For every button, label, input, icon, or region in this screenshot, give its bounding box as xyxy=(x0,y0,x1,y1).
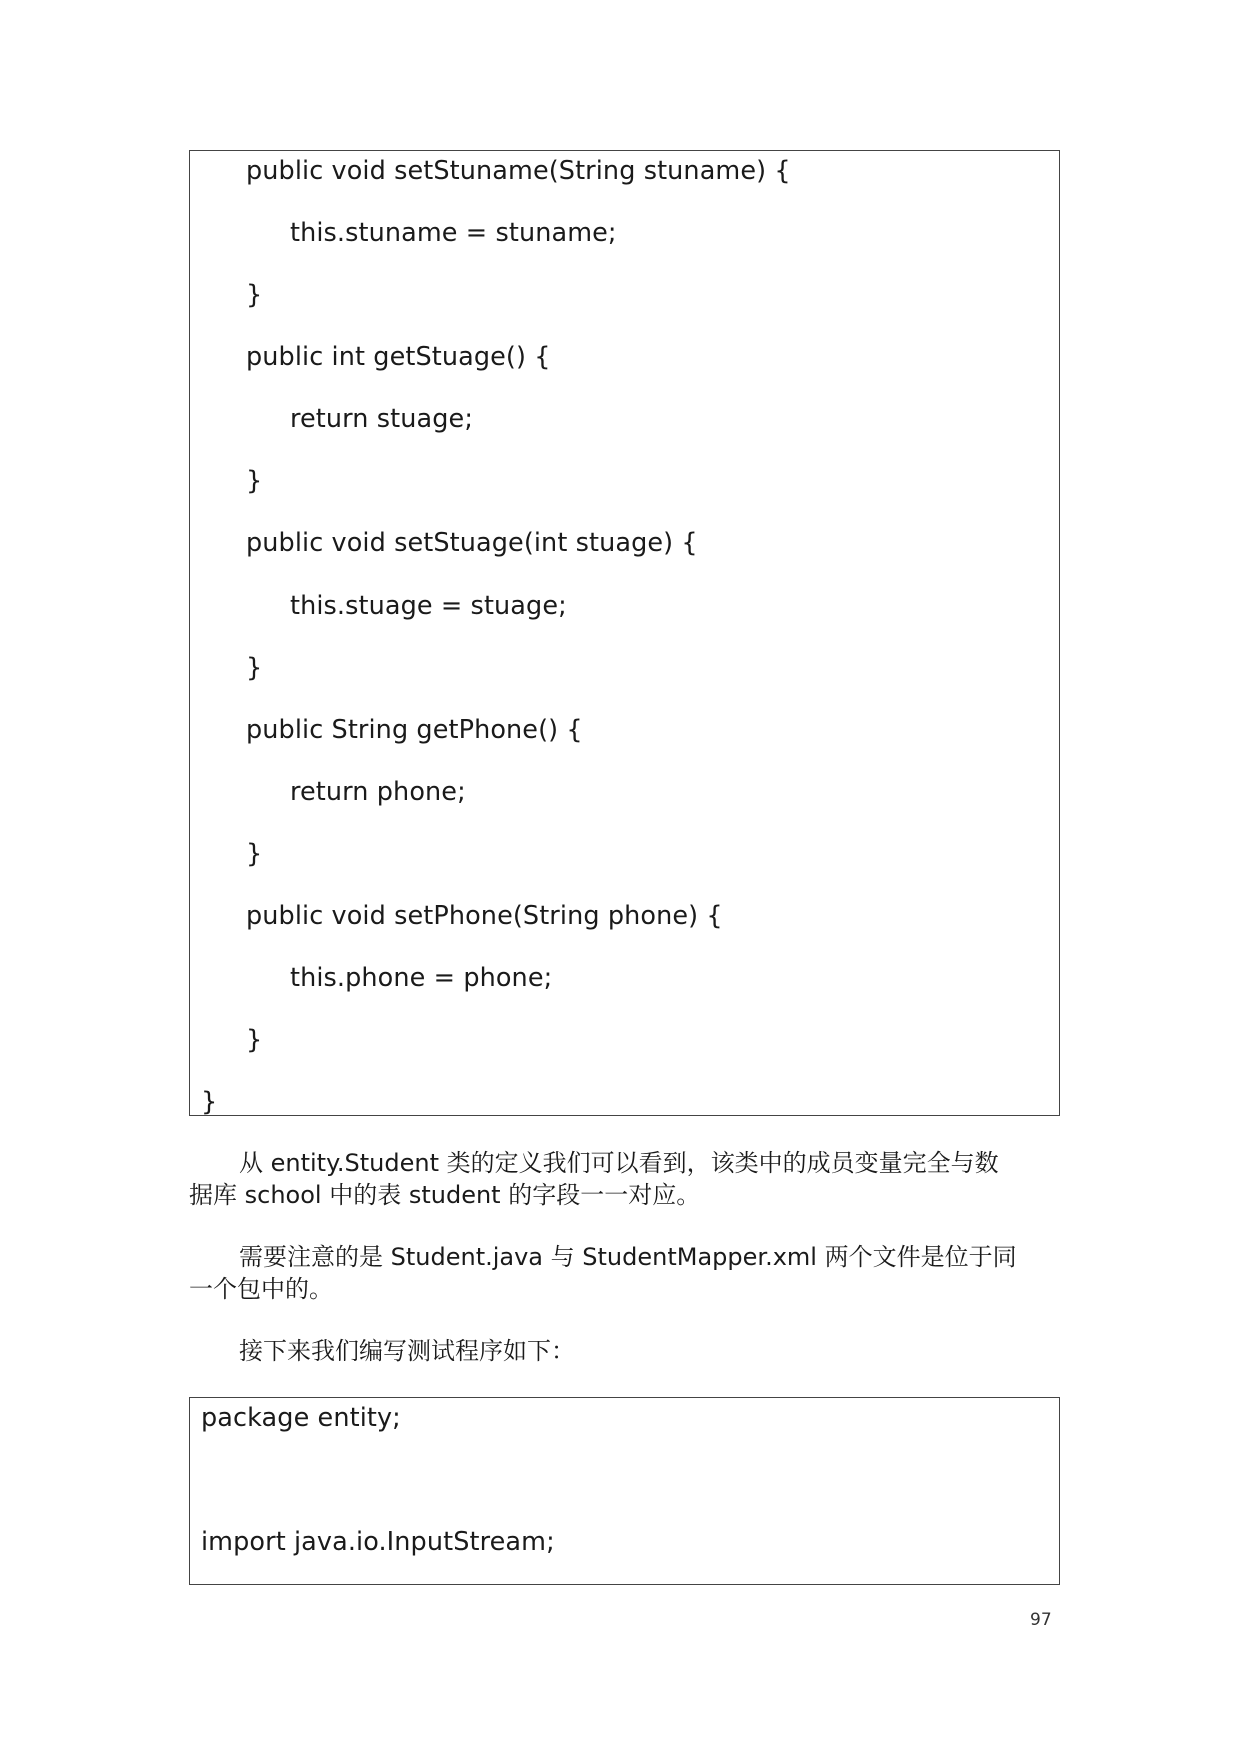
code-line: } xyxy=(246,280,263,310)
code-line: public int getStuage() { xyxy=(246,342,551,372)
code-line: import java.io.InputStream; xyxy=(201,1527,555,1557)
code-line: package entity; xyxy=(201,1403,401,1433)
code-line: public void setPhone(String phone) { xyxy=(246,901,723,931)
paragraph-line: 从 entity.Student 类的定义我们可以看到，该类中的成员变量完全与数 xyxy=(239,1149,999,1177)
code-line: this.phone = phone; xyxy=(290,963,553,993)
paragraph-line: 据库 school 中的表 student 的字段一一对应。 xyxy=(189,1181,701,1209)
code-line: this.stuname = stuname; xyxy=(290,218,617,248)
code-line: return stuage; xyxy=(290,404,474,434)
paragraph-line: 需要注意的是 Student.java 与 StudentMapper.xml 两个文件是位于同 xyxy=(239,1243,1017,1271)
code-line: return phone; xyxy=(290,777,466,807)
code-line: public void setStuage(int stuage) { xyxy=(246,528,698,558)
code-line: } xyxy=(246,653,263,683)
code-line: } xyxy=(201,1087,218,1117)
paragraph-line: 一个包中的。 xyxy=(189,1275,333,1303)
code-line: } xyxy=(246,839,263,869)
code-line: } xyxy=(246,1025,263,1055)
code-line: this.stuage = stuage; xyxy=(290,591,567,621)
code-block xyxy=(189,1397,1060,1585)
paragraph-line: 接下来我们编写测试程序如下： xyxy=(239,1337,575,1365)
page-number: 97 xyxy=(1030,1610,1052,1630)
code-line: public String getPhone() { xyxy=(246,715,583,745)
code-line: } xyxy=(246,466,263,496)
code-line: public void setStuname(String stuname) { xyxy=(246,156,791,186)
code-block xyxy=(189,150,1060,1116)
